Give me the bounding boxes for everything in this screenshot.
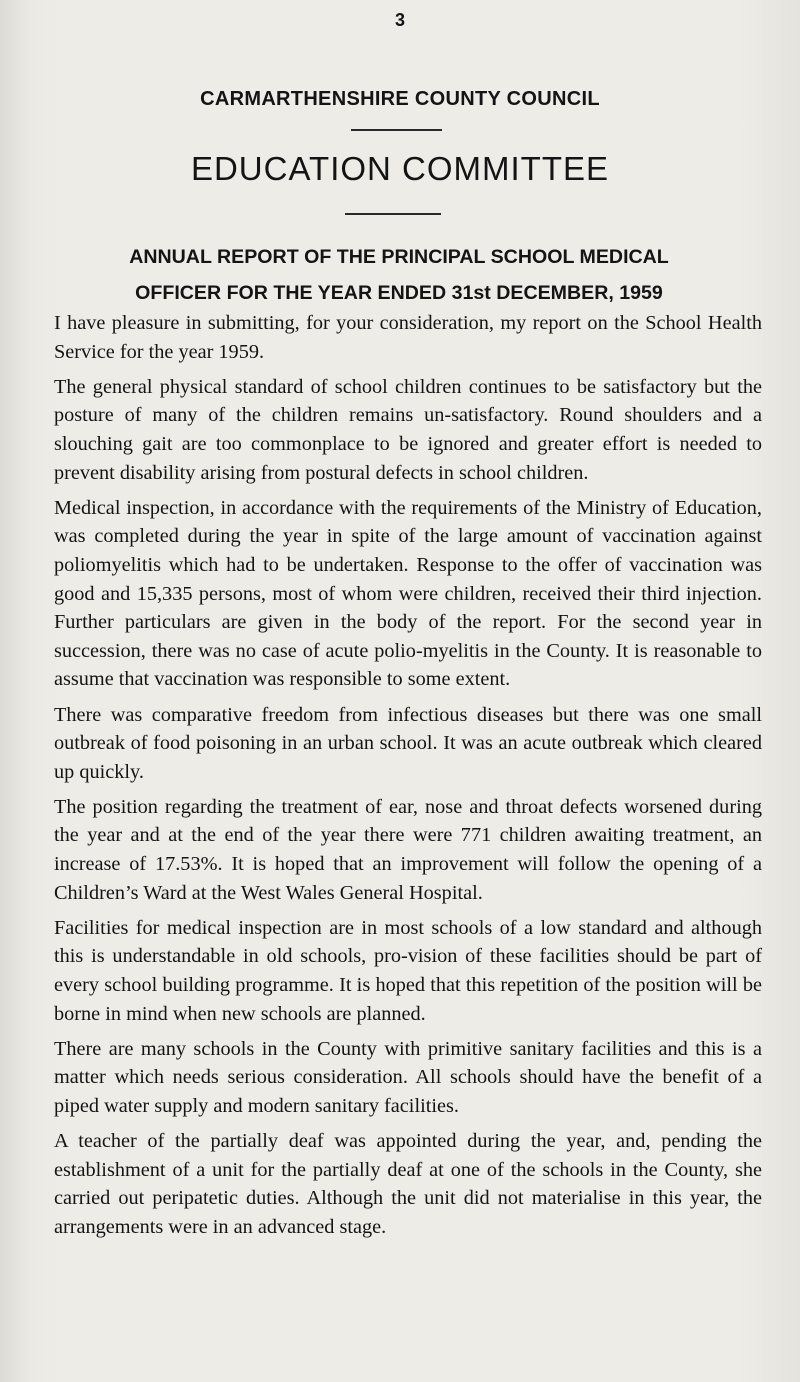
paragraph: Medical inspection, in accordance with the requirements of the Ministry of Education, was completed during the year in spite of the large amount of vaccination against poliomyelitis which had to be undertaken. Response to the offer of vaccination was good and 15,335 persons, most of whom were children, received their third injection. Further particulars are given in the body of the report. For the second year in succession, there was no case of acute polio-myelitis in the County. It is reasonable to assume that vaccination was responsible to some extent. bbox=[54, 496, 762, 691]
report-title-line: ANNUAL REPORT OF THE PRINCIPAL SCHOOL MEDICAL bbox=[129, 246, 669, 268]
paragraph: Facilities for medical inspection are in most schools of a low standard and although this is understandable in old schools, pro-vision of these facilities should be part of every school building programme. It is hoped that this repetition of the position will be borne in mind when new schools are planned. bbox=[54, 916, 762, 1025]
report-body bbox=[54, 309, 762, 1248]
divider bbox=[345, 213, 441, 215]
paragraph: There are many schools in the County with primitive sanitary facilities and this is a matter which needs serious consideration. All schools should have the benefit of a piped water supply and modern sanitary facilities. bbox=[54, 1037, 762, 1117]
council-heading: CARMARTHENSHIRE COUNTY COUNCIL bbox=[200, 88, 600, 110]
committee-heading: EDUCATION COMMITTEE bbox=[190, 150, 610, 187]
paragraph: A teacher of the partially deaf was appointed during the year, and, pending the establishment of a unit for the partially deaf at one of the schools in the County, she carried out peripatetic duties. Although the unit did not materialise in this year, the arrangements were in an advanced stage. bbox=[54, 1130, 762, 1238]
paragraph: I have pleasure in submitting, for your consideration, my report on the School Health Service for the year 1959. bbox=[54, 312, 762, 363]
page-number: 3 bbox=[394, 10, 405, 30]
divider bbox=[351, 129, 442, 131]
paragraph: The general physical standard of school children continues to be satisfactory but the posture of many of the children remains un-satisfactory. Round shoulders and a slouching gait are too commonplace to be ignored and greater effort is needed to prevent disability arising from postural defects in school children. bbox=[54, 375, 762, 484]
report-title-line: OFFICER FOR THE YEAR ENDED 31st DECEMBER, 1959 bbox=[135, 282, 663, 304]
report-title bbox=[34, 239, 764, 311]
paragraph: There was comparative freedom from infectious diseases but there was one small outbreak of food poisoning in an urban school. It was an acute outbreak which cleared up quickly. bbox=[54, 703, 762, 783]
paragraph: The position regarding the treatment of ear, nose and throat defects worsened during the year and at the end of the year there were 771 children awaiting treatment, an increase of 17.53%. It is hoped that an improvement will follow the opening of a Children’s Ward at the West Wales General Hospital. bbox=[54, 795, 762, 904]
